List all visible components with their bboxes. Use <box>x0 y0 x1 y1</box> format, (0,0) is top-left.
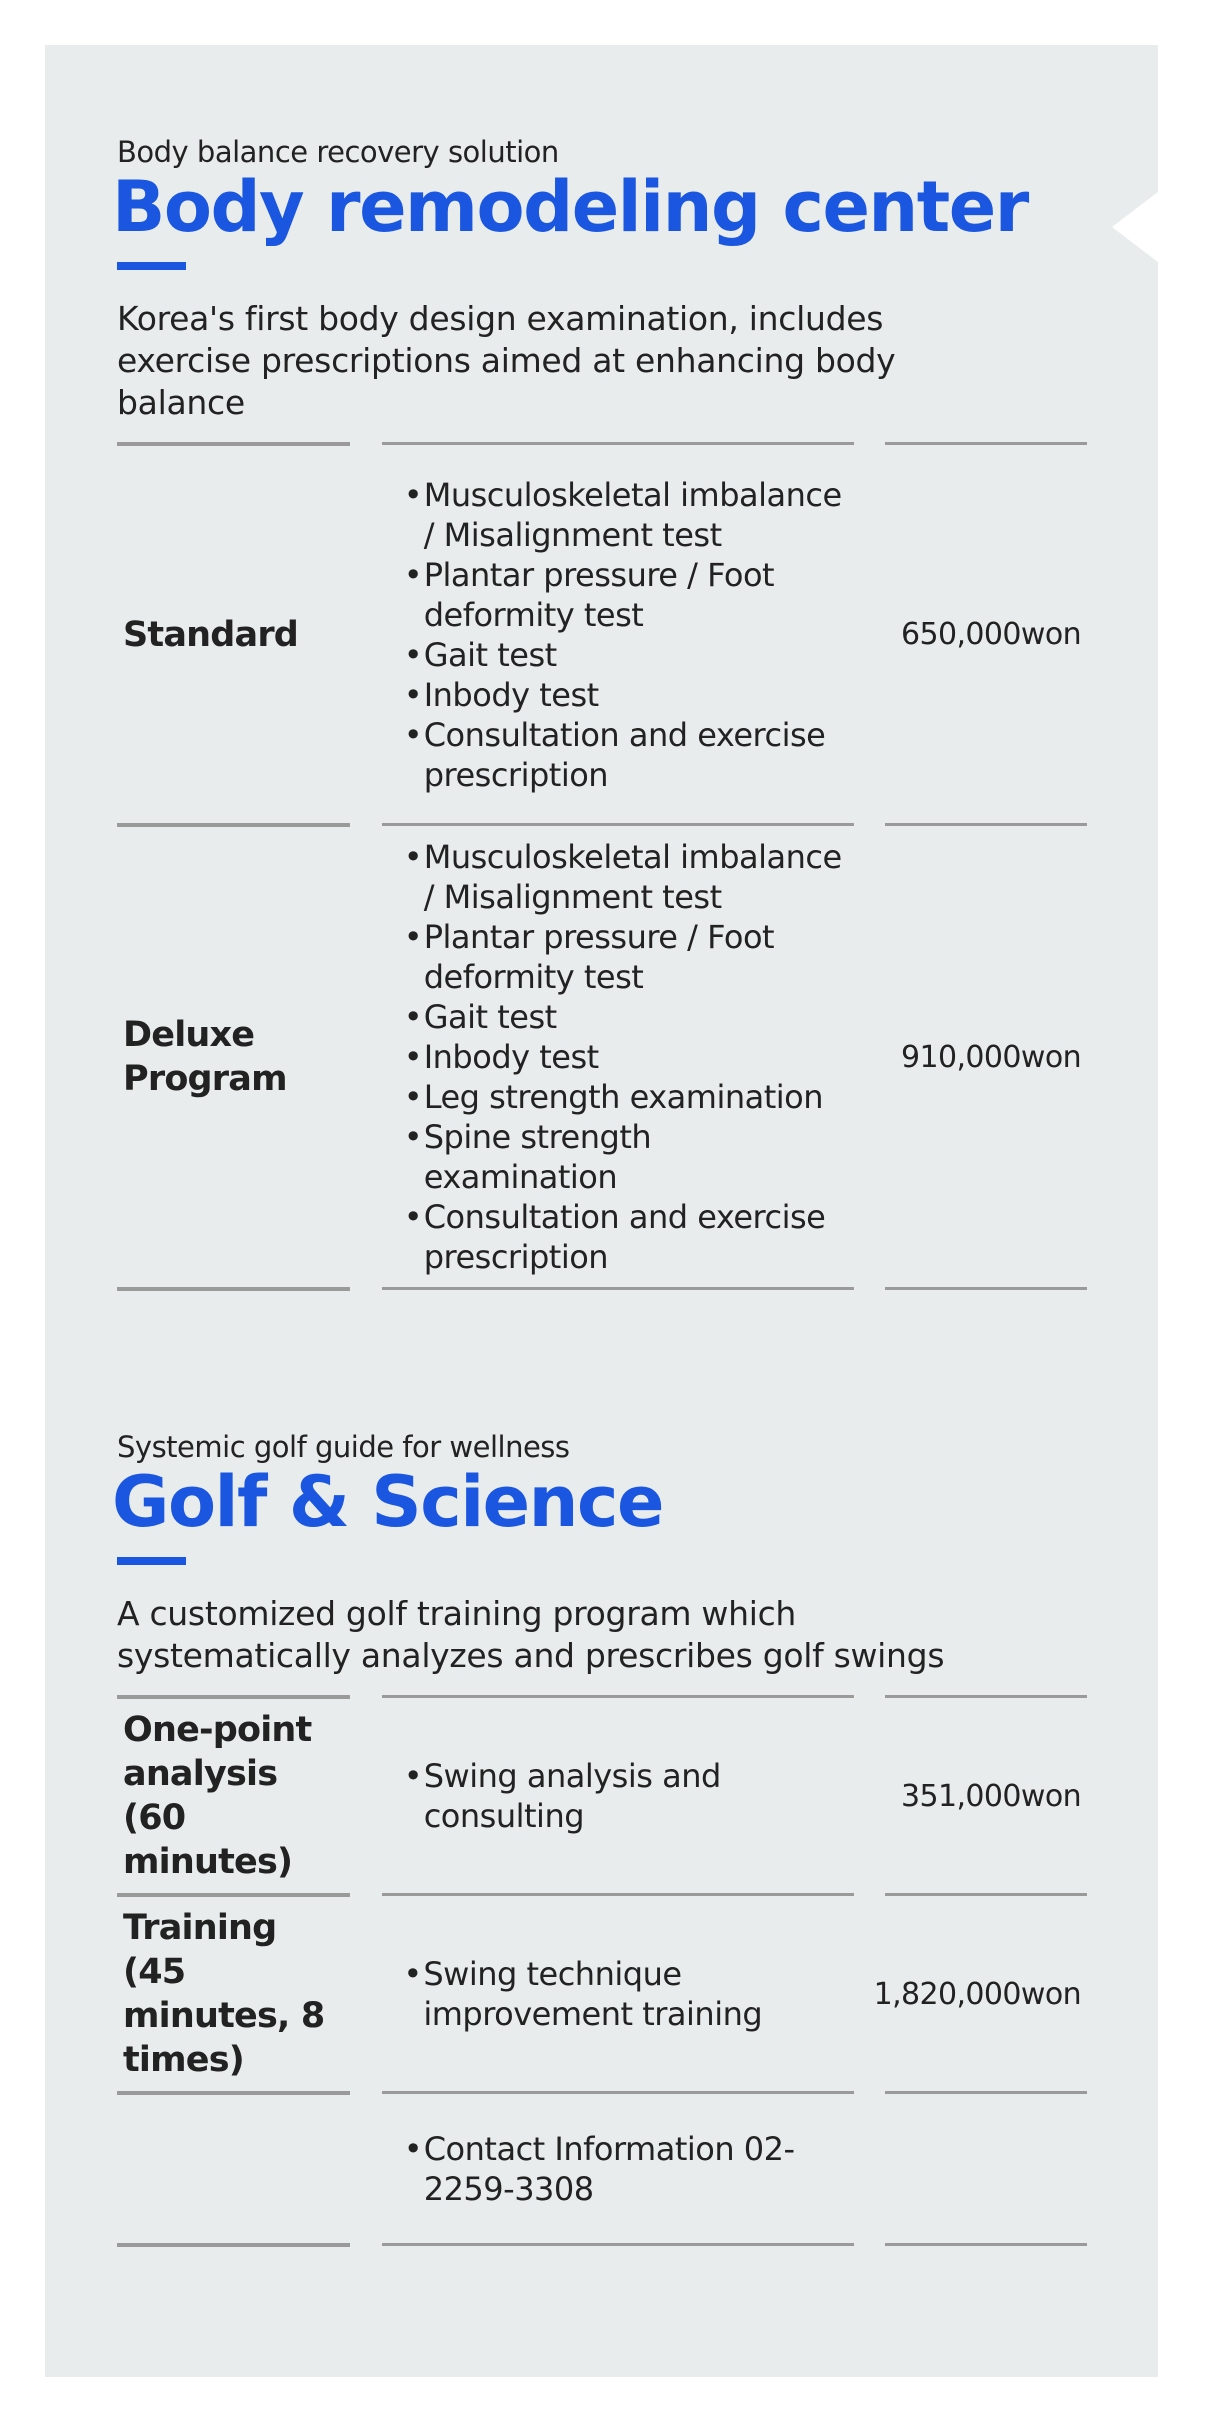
section-description: Korea's first body design examination, includes exercise prescriptions aimed at enhancing body balance <box>117 299 896 422</box>
list-item: • Inbody test <box>404 1037 854 1077</box>
table-rule <box>117 2243 1087 2247</box>
section-body-remodeling <box>112 135 1087 1291</box>
program-name <box>117 2095 350 2243</box>
list-item: • Consultation and exercise prescription <box>404 1197 854 1277</box>
program-price: 650,000won <box>901 617 1081 652</box>
program-items <box>382 1699 854 1893</box>
program-items <box>382 827 854 1287</box>
accent-bar <box>117 262 186 270</box>
content-panel <box>45 45 1158 2377</box>
list-item: • Musculoskeletal imbalance / Misalignment test <box>404 475 854 555</box>
section-description: A customized golf training program which systematically analyzes and prescribes golf swings <box>117 1594 945 1675</box>
section-kicker: Systemic golf guide for wellness <box>117 1430 570 1464</box>
section-title: Body remodeling center <box>112 166 1028 248</box>
section-kicker: Body balance recovery solution <box>117 135 559 169</box>
table-row <box>117 1699 1087 1893</box>
program-price: 1,820,000won <box>873 1976 1081 2012</box>
accent-bar <box>117 1557 186 1565</box>
program-name: Standard <box>123 614 299 655</box>
table-row <box>117 1897 1087 2091</box>
list-item: • Swing analysis and consulting <box>404 1756 854 1836</box>
program-price: 351,000won <box>901 1778 1081 1814</box>
table-row <box>117 827 1087 1287</box>
list-item: • Musculoskeletal imbalance / Misalignment test <box>404 837 854 917</box>
section-golf-science <box>112 1430 1087 2247</box>
contact-item: • Contact Information 02-2259-3308 <box>404 2129 854 2209</box>
program-items <box>382 446 854 823</box>
table-row <box>117 2095 1087 2243</box>
program-price <box>885 2095 1087 2243</box>
program-name: One-point analysis (60 minutes) <box>123 1710 312 1882</box>
list-item: • Inbody test <box>404 675 854 715</box>
table-rule <box>117 1287 1087 1291</box>
list-item: • Gait test <box>404 635 854 675</box>
program-name: Training (45 minutes, 8 times) <box>123 1908 325 2080</box>
list-item: • Spine strength examination <box>404 1117 854 1197</box>
list-item: • Consultation and exercise prescription <box>404 715 854 795</box>
list-item: • Swing technique improvement training <box>403 1954 853 2034</box>
section-title: Golf & Science <box>112 1461 663 1543</box>
program-price: 910,000won <box>901 1039 1081 1075</box>
contact-info <box>382 2095 854 2243</box>
list-item: • Plantar pressure / Foot deformity test <box>404 555 854 635</box>
program-table <box>117 442 1087 1291</box>
table-row <box>117 446 1087 823</box>
program-items <box>381 1897 853 2091</box>
list-item: • Gait test <box>404 997 854 1037</box>
list-item: • Plantar pressure / Foot deformity test <box>404 917 854 997</box>
list-item: • Leg strength examination <box>404 1077 854 1117</box>
program-table <box>117 1695 1087 2247</box>
panel-notch <box>1112 192 1158 262</box>
program-name: Deluxe Program <box>123 1015 287 1099</box>
